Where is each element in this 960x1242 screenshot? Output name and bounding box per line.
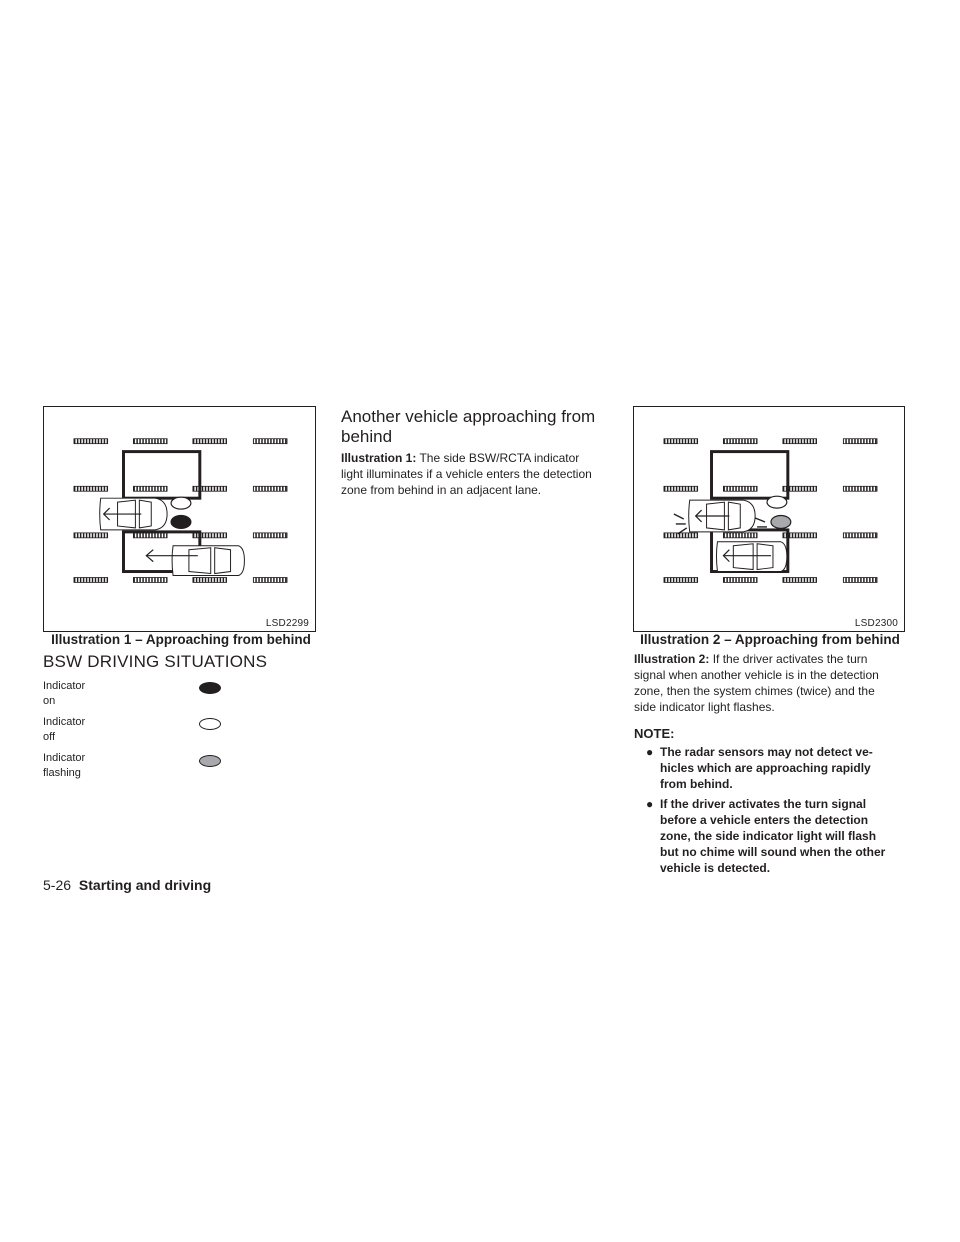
illustration-1-figure [43, 406, 316, 632]
legend-label-off: Indicator off [43, 716, 86, 743]
page-number: 5-26 [43, 877, 72, 893]
legend-label-flashing: Indicator flashing [43, 752, 86, 779]
illustration-1-diagram [44, 407, 315, 631]
own-vehicle [100, 498, 167, 530]
page-footer [43, 877, 211, 893]
bullet-icon: ● [646, 797, 654, 811]
indicator-flashing-icon [199, 755, 221, 767]
section-heading-bsw: BSW DRIVING SITUATIONS [43, 652, 268, 671]
figure-code: LSD2300 [854, 618, 898, 629]
illustration-2-figure [633, 406, 905, 632]
illustration-2-caption: Illustration 2 – Approaching from behind [640, 632, 900, 647]
indicator-off-icon [171, 497, 191, 509]
indicator-on-icon [199, 682, 221, 694]
illustration-2-description: Illustration 2: If the driver activates the turn signal when another vehicle is in the detection zone, then the system chimes (twice) and the side indicator light flashes. [634, 652, 879, 714]
indicator-on-icon [171, 516, 191, 529]
section-heading-approaching: Another vehicle approaching from behind [341, 407, 596, 446]
note-label: NOTE: [634, 726, 675, 741]
bullet-icon: ● [646, 745, 654, 759]
illustration-2-diagram [634, 407, 904, 631]
indicator-off-icon [199, 718, 221, 730]
legend-label-on: Indicator on [43, 680, 86, 707]
own-vehicle [689, 500, 755, 532]
indicator-flashing-icon [771, 516, 791, 529]
approaching-vehicle [716, 542, 786, 572]
figure-code: LSD2299 [265, 618, 309, 629]
indicator-off-icon [767, 496, 787, 508]
section-title: Starting and driving [78, 877, 212, 893]
ill2-label: Illustration 2: [634, 652, 710, 666]
illustration-1-caption: Illustration 1 – Approaching from behind [51, 632, 311, 647]
illustration-1-description: Illustration 1: The side BSW/RCTA indicator light illuminates if a vehicle enters the detection zone from behind in an adjacent lane. [341, 451, 592, 497]
ill1-label: Illustration 1: [341, 451, 417, 465]
